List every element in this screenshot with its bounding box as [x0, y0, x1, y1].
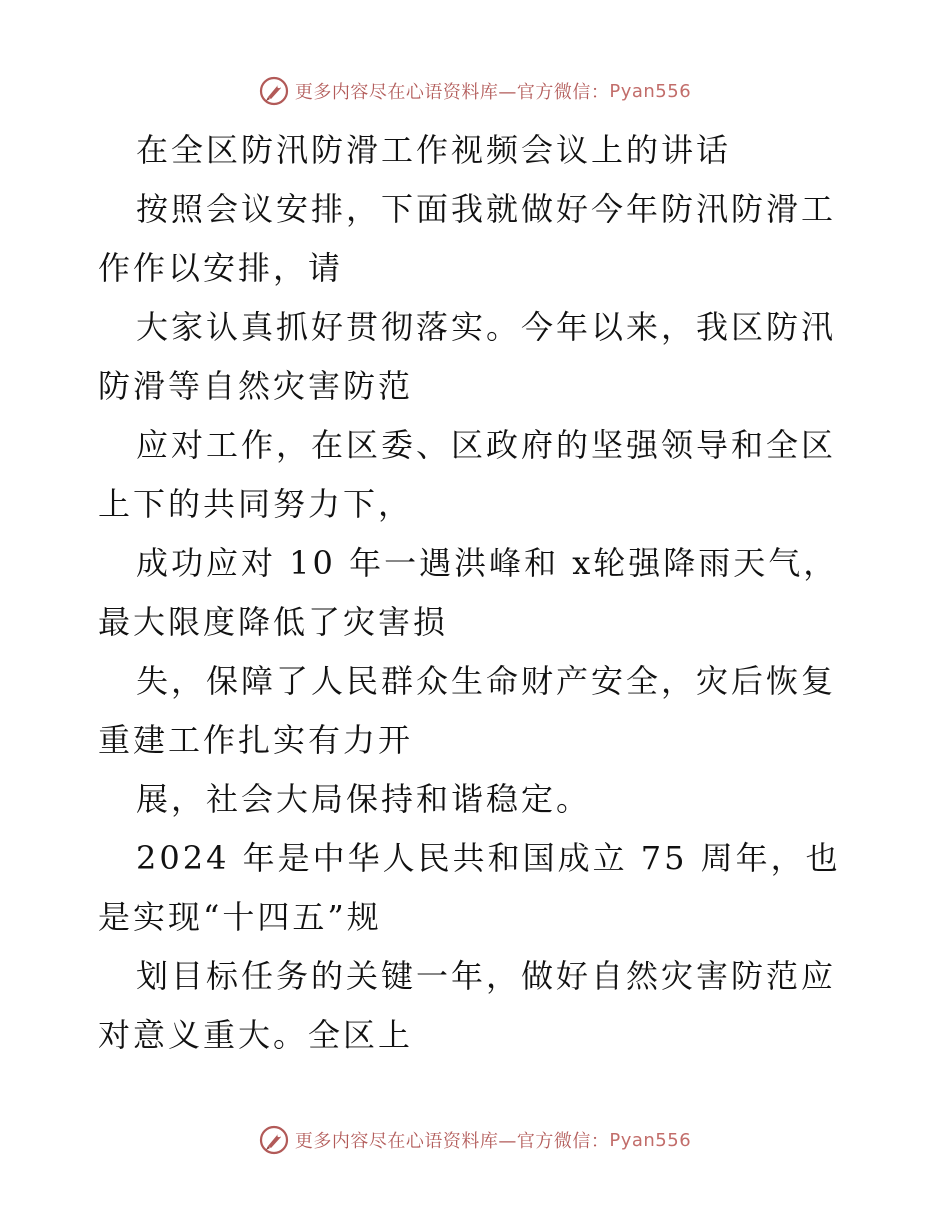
banner-wechat-id: Pyan556 [609, 1129, 692, 1151]
banner-text: 更多内容尽在心语资料库—官方微信： [294, 1131, 610, 1152]
paragraph: 按照会议安排，下面我就做好今年防汛防滑工作作以安排，请 [98, 190, 837, 287]
document-title: 在全区防汛防滑工作视频会议上的讲话 [136, 131, 732, 169]
paragraph: 失，保障了人民群众生命财产安全，灾后恢复重建工作扎实有力开 [98, 662, 837, 759]
banner-wechat-id: Pyan556 [609, 80, 692, 102]
paragraph: 划目标任务的关键一年，做好自然灾害防范应对意义重大。全区上 [98, 957, 837, 1054]
banner-text: 更多内容尽在心语资料库—官方微信： [294, 82, 610, 103]
paragraph: 展，社会大局保持和谐稳定。 [136, 780, 592, 818]
pen-nib-logo-icon [259, 1125, 289, 1155]
footer-watermark-banner [0, 1120, 950, 1160]
pen-nib-logo-icon [259, 76, 289, 106]
paragraph: 大家认真抓好贯彻落实。今年以来，我区防汛防滑等自然灾害防范 [98, 308, 837, 405]
paragraph: 应对工作，在区委、区政府的坚强领导和全区上下的共同努力下， [98, 426, 837, 523]
paragraph: 2024 年是中华人民共和国成立 75 周年，也是实现“十四五”规 [98, 839, 841, 936]
document-body [98, 121, 858, 1065]
header-watermark-banner [0, 71, 950, 111]
paragraph: 成功应对 10 年一遇洪峰和 x轮强降雨天气，最大限度降低了灾害损 [98, 544, 839, 641]
